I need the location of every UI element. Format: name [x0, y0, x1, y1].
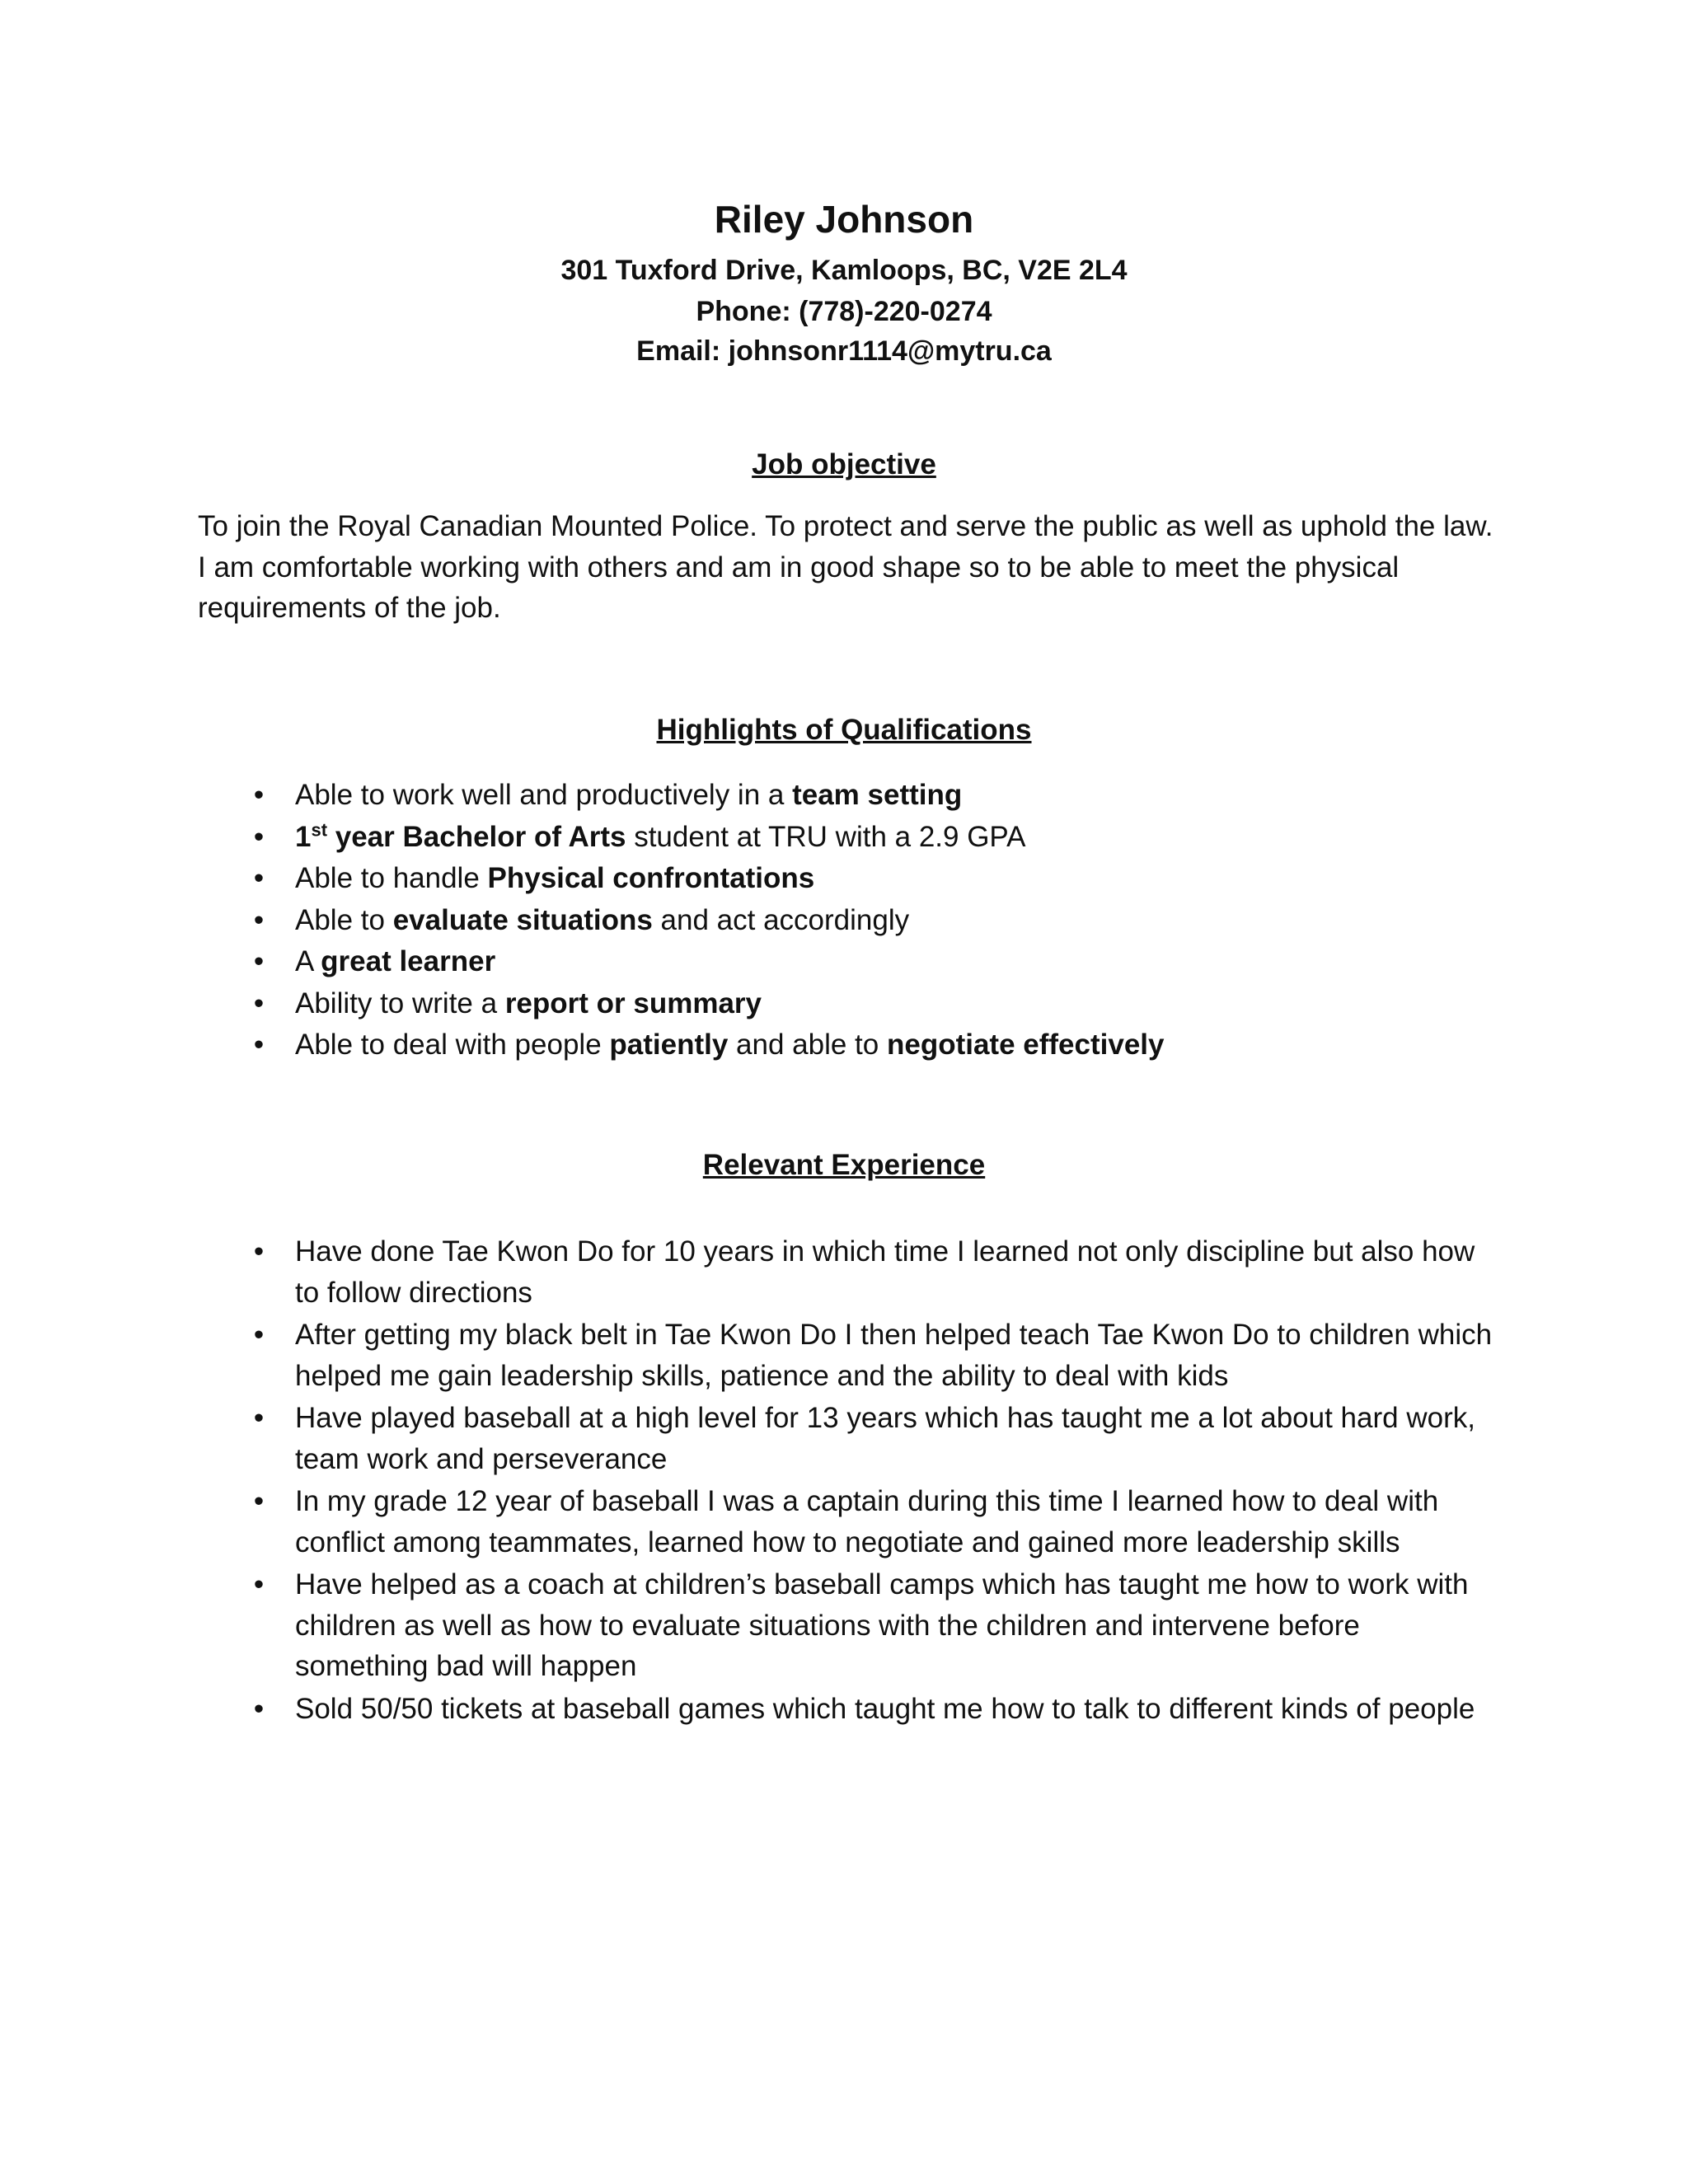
email-line: Email: johnsonr1114@mytru.ca — [636, 335, 1052, 367]
address-line: 301 Tuxford Drive, Kamloops, BC, V2E 2L4 — [560, 255, 1128, 286]
bullet-icon: • — [253, 779, 265, 811]
experience-list — [198, 1231, 1500, 1731]
bullet-icon: • — [253, 1692, 265, 1725]
highlight-text: A — [295, 945, 321, 977]
highlight-text: and able to — [728, 1029, 887, 1061]
highlight-item — [198, 858, 1500, 900]
highlight-bold: patiently — [609, 1029, 729, 1061]
highlight-text: Able to — [295, 903, 393, 936]
phone-line: Phone: (778)-220-0274 — [696, 296, 992, 327]
bullet-icon: • — [253, 1319, 265, 1351]
highlight-bold: great learner — [321, 945, 496, 977]
experience-text: Have played baseball at a high level for 13 years which has taught me a lot about hard work, team work and perseverance — [295, 1402, 1475, 1475]
experience-text: Have helped as a coach at children’s baseball camps which has taught me how to work with children as well as how to evaluate situations with the children and intervene before something bad will happen — [295, 1568, 1469, 1682]
experience-item — [198, 1481, 1500, 1563]
experience-text: Sold 50/50 tickets at baseball games which taught me how to talk to different kinds of people — [295, 1692, 1475, 1725]
highlight-bold: team setting — [792, 779, 963, 811]
highlight-text: Ability to write a — [295, 987, 505, 1019]
highlight-text: Able to handle — [295, 862, 488, 894]
highlights-list — [198, 775, 1500, 1066]
bullet-icon: • — [253, 862, 265, 894]
highlight-text: Able to work well and productively in a — [295, 779, 793, 811]
highlight-text: Able to deal with people — [295, 1029, 610, 1061]
bullet-icon: • — [253, 1235, 265, 1268]
highlight-item — [198, 775, 1500, 817]
highlight-bold: Physical confrontations — [487, 862, 815, 894]
bullet-icon: • — [253, 1568, 265, 1601]
highlight-bold: year Bachelor of Arts — [327, 820, 626, 853]
highlight-text: and act accordingly — [652, 903, 910, 936]
job-objective-text: To join the Royal Canadian Mounted Police. To protect and serve the public as well as uphold the law. I am comfortable working with others and am in good shape so to be able to meet the physical requirements of the job. — [198, 510, 1493, 624]
bullet-icon: • — [253, 987, 265, 1019]
highlight-item — [198, 1024, 1500, 1066]
experience-item — [198, 1398, 1500, 1479]
bullet-icon: • — [253, 1485, 265, 1517]
highlights-heading: Highlights of Qualifications — [656, 714, 1032, 746]
bullet-icon: • — [253, 820, 265, 853]
experience-item — [198, 1564, 1500, 1687]
highlight-bold: evaluate situations — [392, 903, 653, 936]
experience-item — [198, 1315, 1500, 1396]
job-objective-heading: Job objective — [752, 448, 936, 480]
bullet-icon: • — [253, 1402, 265, 1434]
highlight-item — [198, 900, 1500, 942]
highlight-bold: 1 — [295, 820, 312, 853]
experience-text: After getting my black belt in Tae Kwon Do I then helped teach Tae Kwon Do to children which helped me gain leadership skills, patience and the ability to deal with kids — [295, 1319, 1493, 1392]
highlight-item — [198, 941, 1500, 983]
highlight-bold: negotiate effectively — [886, 1029, 1165, 1061]
experience-item — [198, 1231, 1500, 1313]
experience-text: Have done Tae Kwon Do for 10 years in which time I learned not only discipline but also how to follow directions — [295, 1235, 1475, 1309]
applicant-name: Riley Johnson — [714, 198, 974, 241]
experience-heading: Relevant Experience — [702, 1149, 986, 1181]
highlight-bold: report or summary — [504, 987, 762, 1019]
ordinal-suffix: st — [311, 818, 328, 840]
bullet-icon: • — [253, 945, 265, 977]
highlight-item — [198, 983, 1500, 1025]
experience-text: In my grade 12 year of baseball I was a captain during this time I learned how to deal with conflict among teammates, learned how to negotiate and gained more leadership skills — [295, 1485, 1439, 1558]
bullet-icon: • — [253, 1029, 265, 1061]
highlight-text: student at TRU with a 2.9 GPA — [626, 820, 1026, 853]
experience-item — [198, 1689, 1500, 1730]
highlight-item — [198, 817, 1500, 859]
bullet-icon: • — [253, 903, 265, 936]
